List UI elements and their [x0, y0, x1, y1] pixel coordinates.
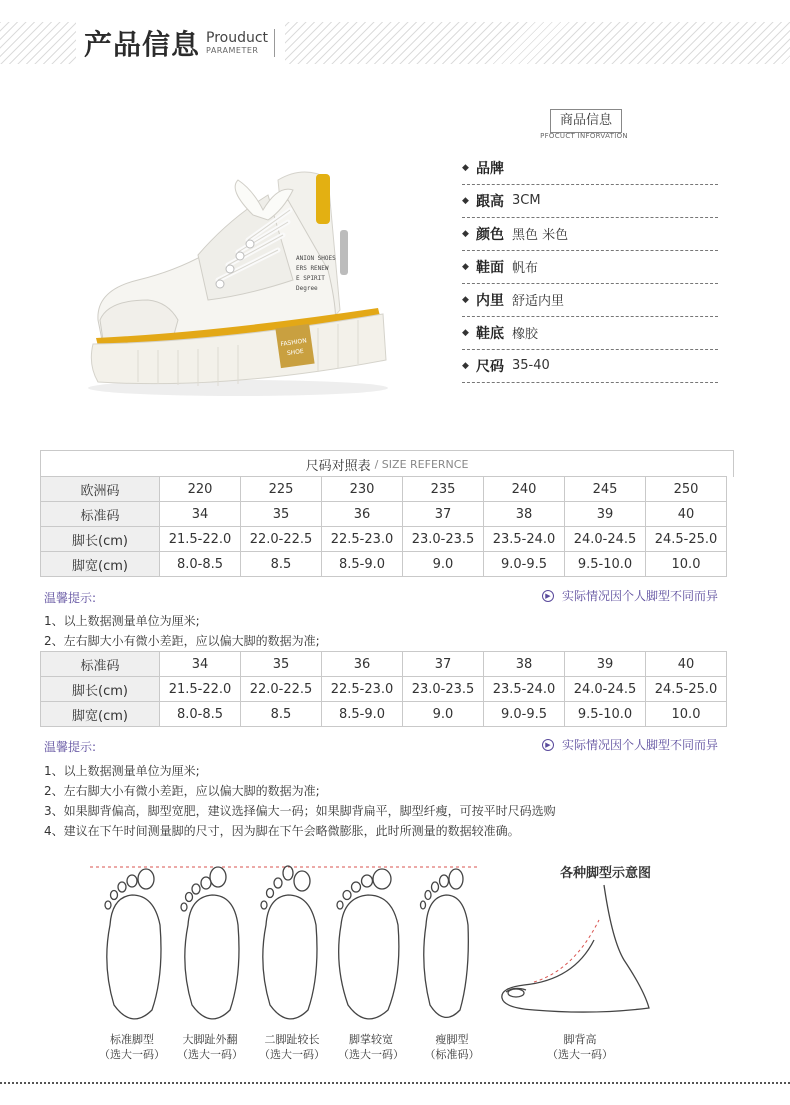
- table-cell: 8.5-9.0: [322, 552, 403, 577]
- attr-row: [462, 217, 718, 251]
- note-line: 2、左右脚大小有微小差距，应以偏大脚的数据为准;: [44, 784, 320, 798]
- bullet-icon: ◆: [462, 327, 469, 338]
- svg-text:E SPIRIT: E SPIRIT: [296, 275, 325, 282]
- table-cell: 34: [160, 502, 241, 527]
- foot-diagrams: [80, 855, 490, 1030]
- attr-key: 品牌: [476, 160, 504, 177]
- header-subtitle: Prouduct PARAMETER: [206, 30, 269, 55]
- attr-key: 鞋面: [476, 259, 504, 276]
- table-cell: 8.5-9.0: [322, 702, 403, 727]
- table-cell: 35: [241, 652, 322, 677]
- tips-heading: 温馨提示:: [44, 740, 97, 754]
- table-cell: 24.5-25.0: [646, 527, 727, 552]
- size-table: [40, 476, 727, 577]
- table-cell: 9.0: [403, 552, 484, 577]
- table-row: [41, 552, 727, 577]
- attr-value: 橡胶: [512, 327, 539, 342]
- table-cell: 8.0-8.5: [160, 552, 241, 577]
- row-label: 标准码: [41, 502, 160, 527]
- attr-row: [462, 151, 718, 185]
- attr-value: 黑色 米色: [512, 228, 569, 243]
- table-cell: 235: [403, 477, 484, 502]
- product-info-box: 商品信息: [550, 109, 622, 133]
- table-cell: 8.0-8.5: [160, 702, 241, 727]
- header-divider: [274, 29, 275, 57]
- bullet-icon: ◆: [462, 228, 469, 239]
- table-cell: 22.0-22.5: [241, 527, 322, 552]
- foot-type-label: 大脚趾外翻 （选大一码）: [177, 1033, 243, 1061]
- row-label: 脚长(cm): [41, 527, 160, 552]
- note-line: 4、建议在下午时间测量脚的尺寸，因为脚在下午会略微膨胀，此时所测量的数据较准确。: [44, 824, 520, 838]
- table-cell: 240: [484, 477, 565, 502]
- attr-value: 35-40: [512, 358, 550, 373]
- bullet-icon: ◆: [462, 162, 469, 173]
- side-foot-diagram: [494, 880, 674, 1020]
- table-cell: 38: [484, 502, 565, 527]
- attr-key: 鞋底: [476, 325, 504, 342]
- shoe-image: [78, 160, 398, 400]
- foot-type-label: 脚背高 （选大一码）: [547, 1033, 613, 1061]
- section-header: [76, 22, 285, 64]
- attr-value: 帆布: [512, 261, 539, 276]
- foot-type-label: 二脚趾较长 （选大一码）: [259, 1033, 325, 1061]
- table-cell: 22.5-23.0: [322, 677, 403, 702]
- table-cell: 40: [646, 652, 727, 677]
- table-cell: 230: [322, 477, 403, 502]
- table-row: [41, 527, 727, 552]
- table-cell: 40: [646, 502, 727, 527]
- svg-text:ANION SHOES: ANION SHOES: [296, 255, 336, 262]
- attr-key: 尺码: [476, 358, 504, 375]
- table-cell: 220: [160, 477, 241, 502]
- table-row: [41, 502, 727, 527]
- shoe-tag-line1: FASHION: [280, 337, 308, 348]
- table-cell: 225: [241, 477, 322, 502]
- table-cell: 10.0: [646, 702, 727, 727]
- table-cell: 37: [403, 502, 484, 527]
- attr-row: [462, 316, 718, 350]
- foot-type-label: 标准脚型 （选大一码）: [99, 1033, 165, 1061]
- product-info-subtitle: PFOCUCT INFORVATION: [540, 132, 628, 140]
- table-cell: 21.5-22.0: [160, 677, 241, 702]
- row-label: 脚宽(cm): [41, 552, 160, 577]
- size-table-title: 尺码对照表: [305, 458, 371, 474]
- bullet-icon: ◆: [462, 360, 469, 371]
- play-icon: ▶: [542, 739, 554, 751]
- bullet-icon: ◆: [462, 261, 469, 272]
- table-row: [41, 652, 727, 677]
- table-cell: 9.0-9.5: [484, 552, 565, 577]
- size-table-caption: [40, 450, 734, 477]
- attr-row: [462, 250, 718, 284]
- attr-row: [462, 283, 718, 317]
- table-cell: 24.5-25.0: [646, 677, 727, 702]
- table-row: [41, 702, 727, 727]
- header-title: 产品信息: [84, 28, 201, 61]
- svg-text:ERS RENEW: ERS RENEW: [296, 265, 329, 272]
- table-cell: 23.5-24.0: [484, 677, 565, 702]
- attr-row: [462, 349, 718, 383]
- attr-value: 3CM: [512, 193, 541, 208]
- table-cell: 39: [565, 502, 646, 527]
- attr-key: 跟高: [476, 193, 504, 210]
- table-cell: 245: [565, 477, 646, 502]
- attr-key: 颜色: [476, 226, 504, 243]
- table-cell: 34: [160, 652, 241, 677]
- table-cell: 38: [484, 652, 565, 677]
- tips-heading: 温馨提示:: [44, 591, 97, 605]
- play-icon: ▶: [542, 590, 554, 602]
- foot-types-title: 各种脚型示意图: [560, 866, 652, 881]
- table-cell: 22.5-23.0: [322, 527, 403, 552]
- tips-note: ▶ 实际情况因个人脚型不同而异: [542, 587, 718, 604]
- size-table-title-en: / SIZE REFERNCE: [374, 457, 469, 471]
- table-cell: 250: [646, 477, 727, 502]
- attr-value: 舒适内里: [512, 294, 565, 309]
- note-line: 3、如果脚背偏高，脚型宽肥，建议选择偏大一码；如果脚背扁平，脚型纤瘦，可按平时尺码选购: [44, 804, 556, 818]
- table-row: [41, 477, 727, 502]
- attr-row: [462, 184, 718, 218]
- table-cell: 8.5: [241, 702, 322, 727]
- foot-type-label: 脚掌较宽 （选大一码）: [338, 1033, 404, 1061]
- table-cell: 39: [565, 652, 646, 677]
- attr-key: 内里: [476, 292, 504, 309]
- table-cell: 8.5: [241, 552, 322, 577]
- table-cell: 23.5-24.0: [484, 527, 565, 552]
- table-cell: 35: [241, 502, 322, 527]
- bottom-divider: [0, 1082, 790, 1084]
- size-table-2: [40, 651, 727, 727]
- bullet-icon: ◆: [462, 294, 469, 305]
- shoe-tag-line2: SHOE: [286, 347, 305, 358]
- table-cell: 36: [322, 502, 403, 527]
- table-cell: 36: [322, 652, 403, 677]
- table-cell: 24.0-24.5: [565, 527, 646, 552]
- table-cell: 9.0-9.5: [484, 702, 565, 727]
- table-cell: 37: [403, 652, 484, 677]
- table-cell: 23.0-23.5: [403, 527, 484, 552]
- table-cell: 9.5-10.0: [565, 702, 646, 727]
- row-label: 脚宽(cm): [41, 702, 160, 727]
- row-label: 欧洲码: [41, 477, 160, 502]
- note-line: 2、左右脚大小有微小差距，应以偏大脚的数据为准;: [44, 634, 320, 648]
- tips-note: ▶ 实际情况因个人脚型不同而异: [542, 736, 718, 753]
- table-cell: 9.0: [403, 702, 484, 727]
- row-label: 标准码: [41, 652, 160, 677]
- svg-text:Degree: Degree: [296, 285, 318, 292]
- table-cell: 21.5-22.0: [160, 527, 241, 552]
- table-cell: 24.0-24.5: [565, 677, 646, 702]
- table-cell: 10.0: [646, 552, 727, 577]
- table-row: [41, 677, 727, 702]
- table-cell: 22.0-22.5: [241, 677, 322, 702]
- bullet-icon: ◆: [462, 195, 469, 206]
- row-label: 脚长(cm): [41, 677, 160, 702]
- note-line: 1、以上数据测量单位为厘米;: [44, 764, 200, 778]
- table-cell: 23.0-23.5: [403, 677, 484, 702]
- table-cell: 9.5-10.0: [565, 552, 646, 577]
- foot-type-label: 瘦脚型 （标准码）: [424, 1033, 480, 1061]
- note-line: 1、以上数据测量单位为厘米;: [44, 614, 200, 628]
